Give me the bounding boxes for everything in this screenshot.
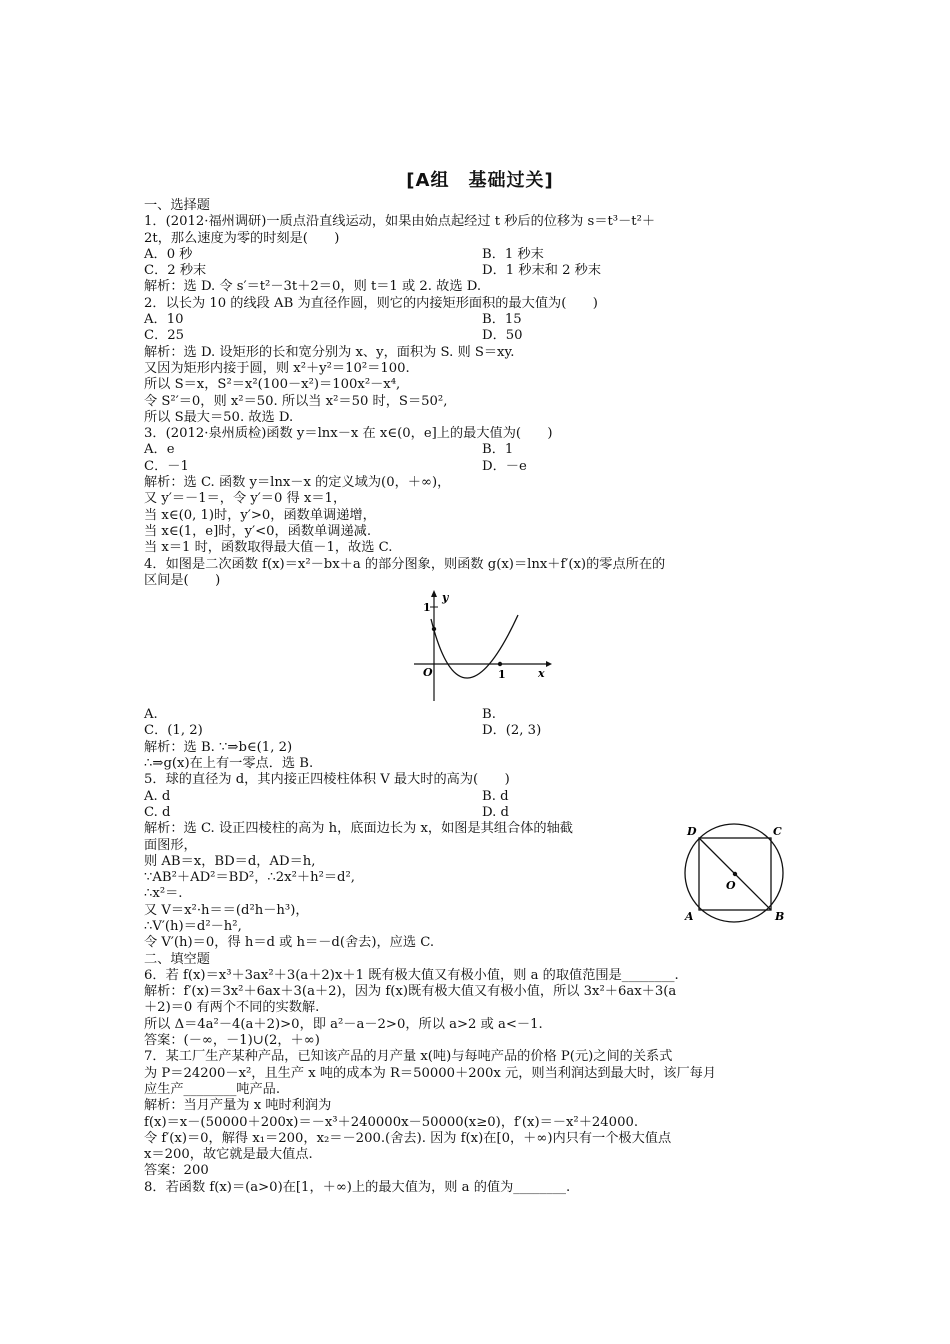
q5-option-c: C. d <box>144 804 171 820</box>
x-one-label: 1 <box>498 668 506 682</box>
q2-options-row1 <box>144 312 816 328</box>
q4-stem-line1: 4．如图是二次函数 f(x)＝x²－bx＋a 的部分图象，则函数 g(x)＝lnx＋f′(x)的零点所在的 <box>144 556 666 572</box>
q2-solution-line: 所以 S＝x，S²＝x²(100－x²)＝100x²－x⁴, <box>144 377 401 393</box>
q2-solution-line: 解析：选 D. 设矩形的长和宽分别为 x、y，面积为 S. 则 S＝xy. <box>144 344 515 360</box>
q4-option-d: D．(2, 3) <box>482 723 542 739</box>
q4-stem-line2: 区间是( ) <box>144 572 221 588</box>
q2-stem: 2．以长为 10 的线段 AB 为直径作圆，则它的内接矩形面积的最大值为( ) <box>144 295 598 311</box>
q6-answer: 答案：(－∞，－1)∪(2，＋∞) <box>144 1033 320 1049</box>
q7-stem-line: 应生产________吨产品. <box>144 1081 281 1097</box>
q4-solution-line: 解析：选 B. ∵⇒b∈(1, 2) <box>144 739 293 755</box>
q1-option-b: B．1 秒末 <box>482 246 544 262</box>
y-axis-arrow <box>431 590 437 597</box>
q4-option-b: B. <box>482 707 496 723</box>
q5-solution-line: 面图形， <box>144 837 197 853</box>
q6-stem: 6．若 f(x)＝x³＋3ax²＋3(a＋2)x＋1 既有极大值又有极小值，则 a 的取值范围是________. <box>144 967 679 983</box>
q2-solution-line: 所以 S最大＝50. 故选 D. <box>144 409 294 425</box>
q1-solution: 解析：选 D. 令 s′＝t²－3t＋2＝0，则 t＝1 或 2. 故选 D. <box>144 279 482 295</box>
section-heading-fill: 二、填空题 <box>144 951 210 967</box>
q6-solution-line: ＋2)＝0 有两个不同的实数解. <box>144 1000 320 1016</box>
x-axis-arrow <box>546 661 552 667</box>
y-intercept-point <box>432 627 436 631</box>
q5-solution-line: 又 V＝x²·h＝＝(d²h－h³)， <box>144 902 309 918</box>
q3-option-a: A．e <box>144 442 175 458</box>
label-d: D <box>687 825 697 839</box>
q2-option-d: D．50 <box>482 328 523 344</box>
parabola-graph <box>406 589 556 707</box>
q7-solution-line: 解析：当月产量为 x 吨时利润为 <box>144 1098 332 1114</box>
origin-label: O <box>423 666 433 680</box>
q5-option-b: B. d <box>482 788 509 804</box>
q7-solution-line: 令 f′(x)＝0，解得 x₁＝200，x₂＝－200.(舍去). 因为 f(x)在[0，＋∞)内只有一个极大值点 <box>144 1130 672 1146</box>
q1-option-c: C．2 秒末 <box>144 263 207 279</box>
x-axis-label: x <box>538 667 545 681</box>
q3-options-row2 <box>144 459 816 475</box>
q7-solution-line: x＝200，故它就是最大值点. <box>144 1147 313 1163</box>
section-heading-choice: 一、选择题 <box>144 198 210 213</box>
q8-stem: 8．若函数 f(x)＝(a>0)在[1，＋∞)上的最大值为，则 a 的值为________. <box>144 1179 571 1195</box>
parabola-figure <box>144 589 816 707</box>
q7-answer: 答案：200 <box>144 1163 209 1179</box>
q1-stem-line1: 1．(2012·福州调研)一质点沿直线运动，如果由始点起经过 t 秒后的位移为 s＝t³－t²＋ <box>144 214 656 230</box>
q2-options-row2 <box>144 328 816 344</box>
q4-options-row2 <box>144 723 816 739</box>
document-page <box>144 170 816 1196</box>
q3-options-row1 <box>144 442 816 458</box>
q6-solution-line: 所以 Δ＝4a²－4(a＋2)>0，即 a²－a－2>0，所以 a>2 或 a<－1. <box>144 1016 543 1032</box>
q1-option-a: A．0 秒 <box>144 246 193 262</box>
label-a: A <box>685 910 694 924</box>
q2-solution-line: 又因为矩形内接于圆，则 x²＋y²＝10²＝100. <box>144 360 410 376</box>
q1-stem-line2: 2t，那么速度为零的时刻是( ) <box>144 230 340 246</box>
label-c: C <box>773 825 782 839</box>
q5-stem: 5．球的直径为 d，其内接正四棱柱体积 V 最大时的高为( ) <box>144 772 510 788</box>
y-axis-label: y <box>442 591 449 605</box>
q1-options-row2 <box>144 263 816 279</box>
q3-solution-line: 当 x∈(1，e]时，y′<0，函数单调递减. <box>144 523 372 539</box>
label-b: B <box>775 910 785 924</box>
q5-solution-line: 令 V′(h)＝0，得 h＝d 或 h＝－d(舍去)，应选 C. <box>144 935 435 951</box>
q5-option-d: D. d <box>482 804 509 820</box>
q5-options-row2 <box>144 805 816 821</box>
q3-option-d: D．－e <box>482 458 527 474</box>
q3-solution-line: 当 x∈(0, 1)时，y′>0，函数单调递增， <box>144 507 376 523</box>
section-title: [A组 基础过关] <box>406 170 554 191</box>
q5-solution-line: ∴x²＝. <box>144 886 183 902</box>
y-one-label: 1 <box>423 601 431 615</box>
q7-stem-line: 7．某工厂生产某种产品，已知该产品的月产量 x(吨)与每吨产品的价格 P(元)之间的关系式 <box>144 1049 673 1065</box>
q5-solution-line: 则 AB＝x，BD＝d，AD＝h, <box>144 853 316 869</box>
q3-stem: 3．(2012·泉州质检)函数 y＝lnx－x 在 x∈(0，e]上的最大值为( ) <box>144 426 553 442</box>
q5-solution-line: ∴V′(h)＝d²－h², <box>144 918 242 934</box>
q7-solution-line: f(x)＝x－(50000＋200x)＝－x³＋240000x－50000(x≥0)，f′(x)＝－x²＋24000. <box>144 1114 639 1130</box>
q1-options-row1 <box>144 247 816 263</box>
q3-option-b: B．1 <box>482 442 514 458</box>
circle-square-figure <box>679 821 799 925</box>
q6-solution-line: 解析：f′(x)＝3x²＋6ax＋3(a＋2)，因为 f(x)既有极大值又有极小值，所以 3x²＋6ax＋3(a <box>144 984 677 1000</box>
center-point <box>733 872 737 876</box>
q4-option-a: A. <box>144 707 158 723</box>
q2-option-a: A．10 <box>144 312 184 328</box>
q3-option-c: C．－1 <box>144 458 189 474</box>
q4-option-c: C．(1, 2) <box>144 723 203 739</box>
q2-option-b: B．15 <box>482 312 522 328</box>
label-o: O <box>726 879 736 893</box>
q3-solution-line: 又 y′＝－1＝，令 y′＝0 得 x＝1， <box>144 491 347 507</box>
root-point <box>498 662 502 666</box>
q7-stem-line: 为 P＝24200－x²，且生产 x 吨的成本为 R＝50000＋200x 元，则当利润达到最大时，该厂每月 <box>144 1065 717 1081</box>
q3-solution-line: 解析：选 C. 函数 y＝lnx－x 的定义域为(0，＋∞)， <box>144 475 451 491</box>
q4-solution-line: ∴⇒g(x)在上有一零点．选 B. <box>144 756 314 772</box>
q5-solution-block <box>144 821 816 951</box>
q5-option-a: A. d <box>144 788 171 804</box>
q5-solution-line: ∵AB²＋AD²＝BD²，∴2x²＋h²＝d², <box>144 870 355 886</box>
q5-solution-line: 解析：选 C. 设正四棱柱的高为 h，底面边长为 x，如图是其组合体的轴截 <box>144 821 573 837</box>
q2-solution-line: 令 S²′＝0，则 x²＝50. 所以当 x²＝50 时，S＝50², <box>144 393 448 409</box>
q1-option-d: D．1 秒末和 2 秒末 <box>482 263 602 279</box>
q4-options-row1 <box>144 707 816 723</box>
q3-solution-line: 当 x＝1 时，函数取得最大值－1，故选 C. <box>144 540 393 556</box>
q5-options-row1 <box>144 789 816 805</box>
q2-option-c: C．25 <box>144 328 185 344</box>
